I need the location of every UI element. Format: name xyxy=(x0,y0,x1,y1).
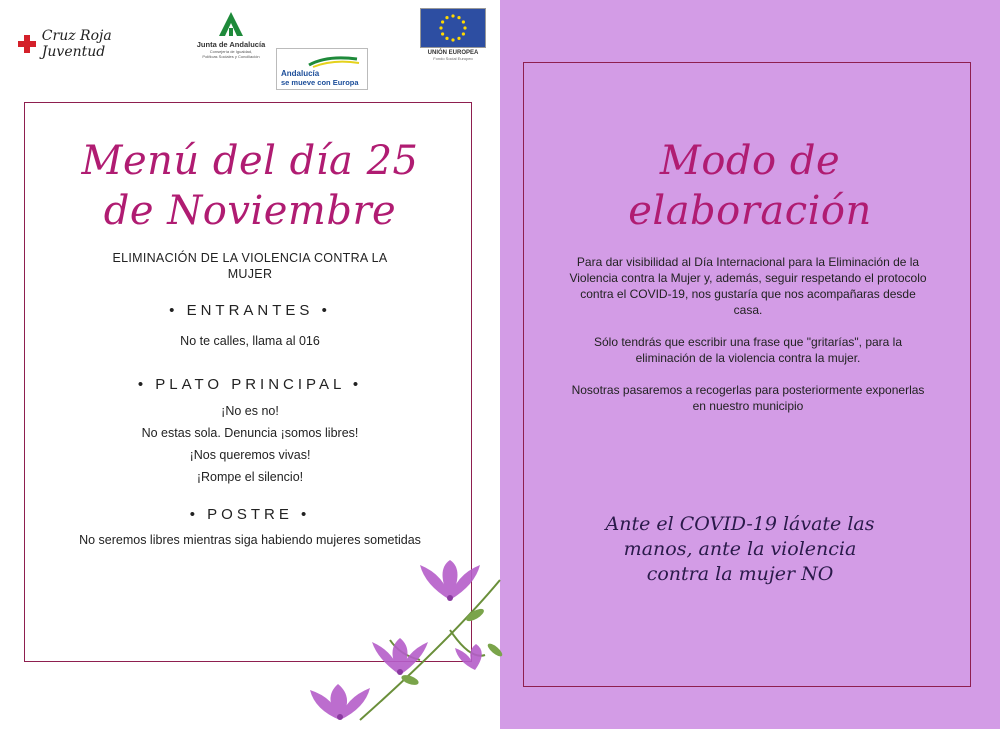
andalucia-europa-logo xyxy=(276,48,368,90)
mode-title-line1: Modo de xyxy=(659,138,841,184)
menu-title-line1: Menú del día 25 xyxy=(81,138,419,184)
ue-logo-name: UNIÓN EUROPEA xyxy=(427,50,479,56)
postre-heading: • POSTRE • xyxy=(189,506,311,523)
plato-principal-heading: • PLATO PRINCIPAL • xyxy=(137,376,363,393)
postre-line: No seremos libres mientras siga habiendo mujeres sometidas xyxy=(79,533,421,547)
red-cross-icon xyxy=(18,35,36,53)
mode-paragraph: Nosotras pasaremos a recogerlas para posteriormente exponerlas en nuestro municipio xyxy=(571,383,925,413)
mode-body xyxy=(568,254,928,430)
andalucia-swoosh-icon xyxy=(307,53,361,69)
entrantes-line: No te calles, llama al 016 xyxy=(180,334,320,348)
junta-logo-name: Junta de Andalucía xyxy=(196,40,266,49)
cruz-roja-juventud-logo xyxy=(18,28,178,60)
plato-line: ¡Nos queremos vivas! xyxy=(189,448,311,462)
junta-andalucia-logo xyxy=(196,10,266,66)
cruz-roja-logo-text: Cruz Roja Juventud xyxy=(41,28,112,60)
entrantes-heading: • ENTRANTES • xyxy=(169,302,331,319)
menu-title-line2: de Noviembre xyxy=(103,188,397,234)
pink-flowers-illustration xyxy=(300,560,510,729)
plato-line: No estas sola. Denuncia ¡somos libres! xyxy=(141,426,359,440)
junta-andalucia-arch-icon xyxy=(216,10,246,38)
postre-text xyxy=(60,532,440,548)
andalucia-logo-line2: se mueve con Europa xyxy=(281,78,359,87)
junta-logo-sub2: Políticas Sociales y Conciliación xyxy=(202,54,260,59)
ue-logo-sub: Fondo Social Europeo xyxy=(433,56,473,61)
menu-title xyxy=(70,136,430,236)
mode-paragraph: Sólo tendrás que escribir una frase que "gritarías", para la eliminación de la violencia contra la mujer. xyxy=(593,335,903,365)
junta-logo-sub1: Consejería de Igualdad, xyxy=(209,49,253,54)
andalucia-logo-line1: Andalucía xyxy=(281,69,320,78)
plato-line: ¡No es no! xyxy=(221,404,279,418)
covid-note: Ante el COVID-19 lávate las manos, ante la violencia contra la mujer NO xyxy=(605,513,875,585)
mode-title-line2: elaboración xyxy=(628,188,872,234)
plato-principal-text xyxy=(60,400,440,488)
entrantes-text xyxy=(60,330,440,352)
plato-line: ¡Rompe el silencio! xyxy=(196,470,304,484)
eu-stars-flag-icon xyxy=(420,8,486,48)
mode-paragraph: Para dar visibilidad al Día Internacional para la Eliminación de la Violencia contra la Mujer y, además, seguir respetando el protocolo contra el COVID-19, nos gustaría que nos acompañaras desde casa. xyxy=(569,255,927,317)
mode-title xyxy=(590,136,910,236)
menu-subtitle: ELIMINACIÓN DE LA VIOLENCIA CONTRA LA MUJER xyxy=(112,251,388,281)
union-europea-logo xyxy=(420,8,486,64)
